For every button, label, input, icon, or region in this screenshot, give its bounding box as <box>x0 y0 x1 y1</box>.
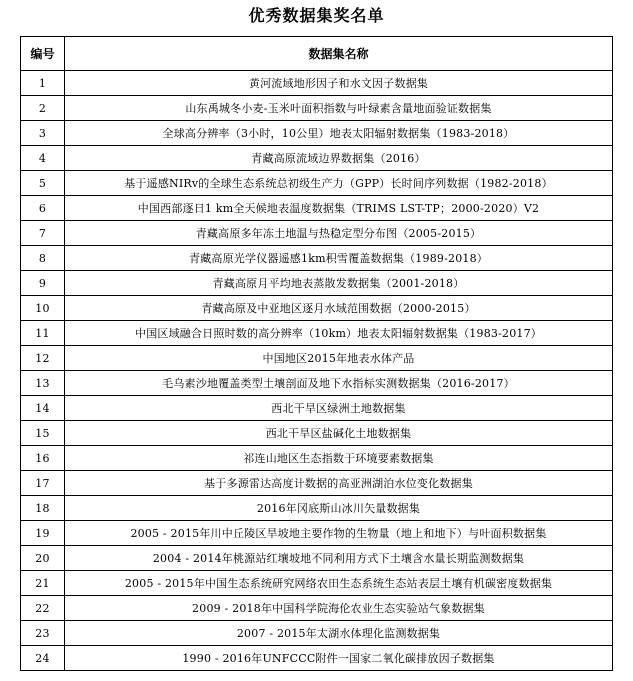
dataset-name-cell: 中国地区2015年地表水体产品 <box>65 346 613 371</box>
dataset-name-cell: 2007 - 2015年太湖水体理化监测数据集 <box>65 621 613 646</box>
column-header-name: 数据集名称 <box>65 37 613 71</box>
row-number-cell: 4 <box>21 146 65 171</box>
table-row <box>21 146 613 171</box>
table-header-row <box>21 37 613 71</box>
table-row <box>21 446 613 471</box>
dataset-name-cell: 山东禹城冬小麦-玉米叶面积指数与叶绿素含量地面验证数据集 <box>65 96 613 121</box>
row-number-cell: 20 <box>21 546 65 571</box>
row-number-cell: 10 <box>21 296 65 321</box>
table-row <box>21 121 613 146</box>
page-title: 优秀数据集奖名单 <box>248 6 385 25</box>
table-row <box>21 596 613 621</box>
table-row <box>21 471 613 496</box>
table-row <box>21 296 613 321</box>
table-row <box>21 246 613 271</box>
row-number-cell: 3 <box>21 121 65 146</box>
table-row <box>21 546 613 571</box>
dataset-name-cell: 黄河流域地形因子和水文因子数据集 <box>65 71 613 96</box>
row-number-cell: 2 <box>21 96 65 121</box>
row-number-cell: 21 <box>21 571 65 596</box>
row-number-cell: 13 <box>21 371 65 396</box>
row-number-cell: 17 <box>21 471 65 496</box>
dataset-name-cell: 基于多源雷达高度计数据的高亚洲湖泊水位变化数据集 <box>65 471 613 496</box>
table-row <box>21 521 613 546</box>
row-number-cell: 9 <box>21 271 65 296</box>
dataset-name-cell: 2009 - 2018年中国科学院海伦农业生态实验站气象数据集 <box>65 596 613 621</box>
table-row <box>21 571 613 596</box>
table-row <box>21 271 613 296</box>
table-row <box>21 96 613 121</box>
table-row <box>21 496 613 521</box>
row-number-cell: 22 <box>21 596 65 621</box>
table-row <box>21 171 613 196</box>
table-row <box>21 396 613 421</box>
table-row <box>21 196 613 221</box>
row-number-cell: 7 <box>21 221 65 246</box>
table-row <box>21 71 613 96</box>
row-number-cell: 8 <box>21 246 65 271</box>
row-number-cell: 6 <box>21 196 65 221</box>
table-row <box>21 621 613 646</box>
dataset-name-cell: 祁连山地区生态指数于环境要素数据集 <box>65 446 613 471</box>
row-number-cell: 15 <box>21 421 65 446</box>
row-number-cell: 12 <box>21 346 65 371</box>
dataset-name-cell: 青藏高原光学仪器遥感1km积雪覆盖数据集（1989-2018） <box>65 246 613 271</box>
dataset-name-cell: 青藏高原月平均地表蒸散发数据集（2001-2018） <box>65 271 613 296</box>
dataset-name-cell: 基于遥感NIRv的全球生态系统总初级生产力（GPP）长时间序列数据（1982-2018） <box>65 171 613 196</box>
dataset-name-cell: 青藏高原及中亚地区逐月水域范围数据（2000-2015） <box>65 296 613 321</box>
dataset-name-cell: 2005 - 2015年川中丘陵区旱坡地主要作物的生物量（地上和地下）与叶面积数据集 <box>65 521 613 546</box>
dataset-name-cell: 西北干旱区绿洲土地数据集 <box>65 396 613 421</box>
row-number-cell: 18 <box>21 496 65 521</box>
dataset-name-cell: 中国区域融合日照时数的高分辨率（10km）地表太阳辐射数据集（1983-2017） <box>65 321 613 346</box>
table-row <box>21 321 613 346</box>
row-number-cell: 16 <box>21 446 65 471</box>
award-table <box>20 36 613 671</box>
table-row <box>21 421 613 446</box>
dataset-name-cell: 西北干旱区盐碱化土地数据集 <box>65 421 613 446</box>
dataset-name-cell: 青藏高原多年冻土地温与热稳定型分布图（2005-2015） <box>65 221 613 246</box>
table-row <box>21 346 613 371</box>
table-body <box>21 71 613 671</box>
row-number-cell: 24 <box>21 646 65 671</box>
row-number-cell: 1 <box>21 71 65 96</box>
row-number-cell: 19 <box>21 521 65 546</box>
table-row <box>21 646 613 671</box>
column-header-number: 编号 <box>21 37 65 71</box>
row-number-cell: 11 <box>21 321 65 346</box>
row-number-cell: 23 <box>21 621 65 646</box>
row-number-cell: 14 <box>21 396 65 421</box>
dataset-name-cell: 全球高分辨率（3小时，10公里）地表太阳辐射数据集（1983-2018） <box>65 121 613 146</box>
table-row <box>21 221 613 246</box>
table-row <box>21 371 613 396</box>
dataset-name-cell: 毛乌素沙地覆盖类型土壤剖面及地下水指标实测数据集（2016-2017） <box>65 371 613 396</box>
dataset-name-cell: 青藏高原流域边界数据集（2016） <box>65 146 613 171</box>
dataset-name-cell: 1990 - 2016年UNFCCC附件一国家二氧化碳排放因子数据集 <box>65 646 613 671</box>
row-number-cell: 5 <box>21 171 65 196</box>
dataset-name-cell: 2016年冈底斯山冰川矢量数据集 <box>65 496 613 521</box>
dataset-name-cell: 2004 - 2014年桃源站红壤坡地不同利用方式下土壤含水量长期监测数据集 <box>65 546 613 571</box>
dataset-name-cell: 中国西部逐日1 km全天候地表温度数据集（TRIMS LST-TP；2000-2020）V2 <box>65 196 613 221</box>
dataset-name-cell: 2005 - 2015年中国生态系统研究网络农田生态系统生态站表层土壤有机碳密度数据集 <box>65 571 613 596</box>
